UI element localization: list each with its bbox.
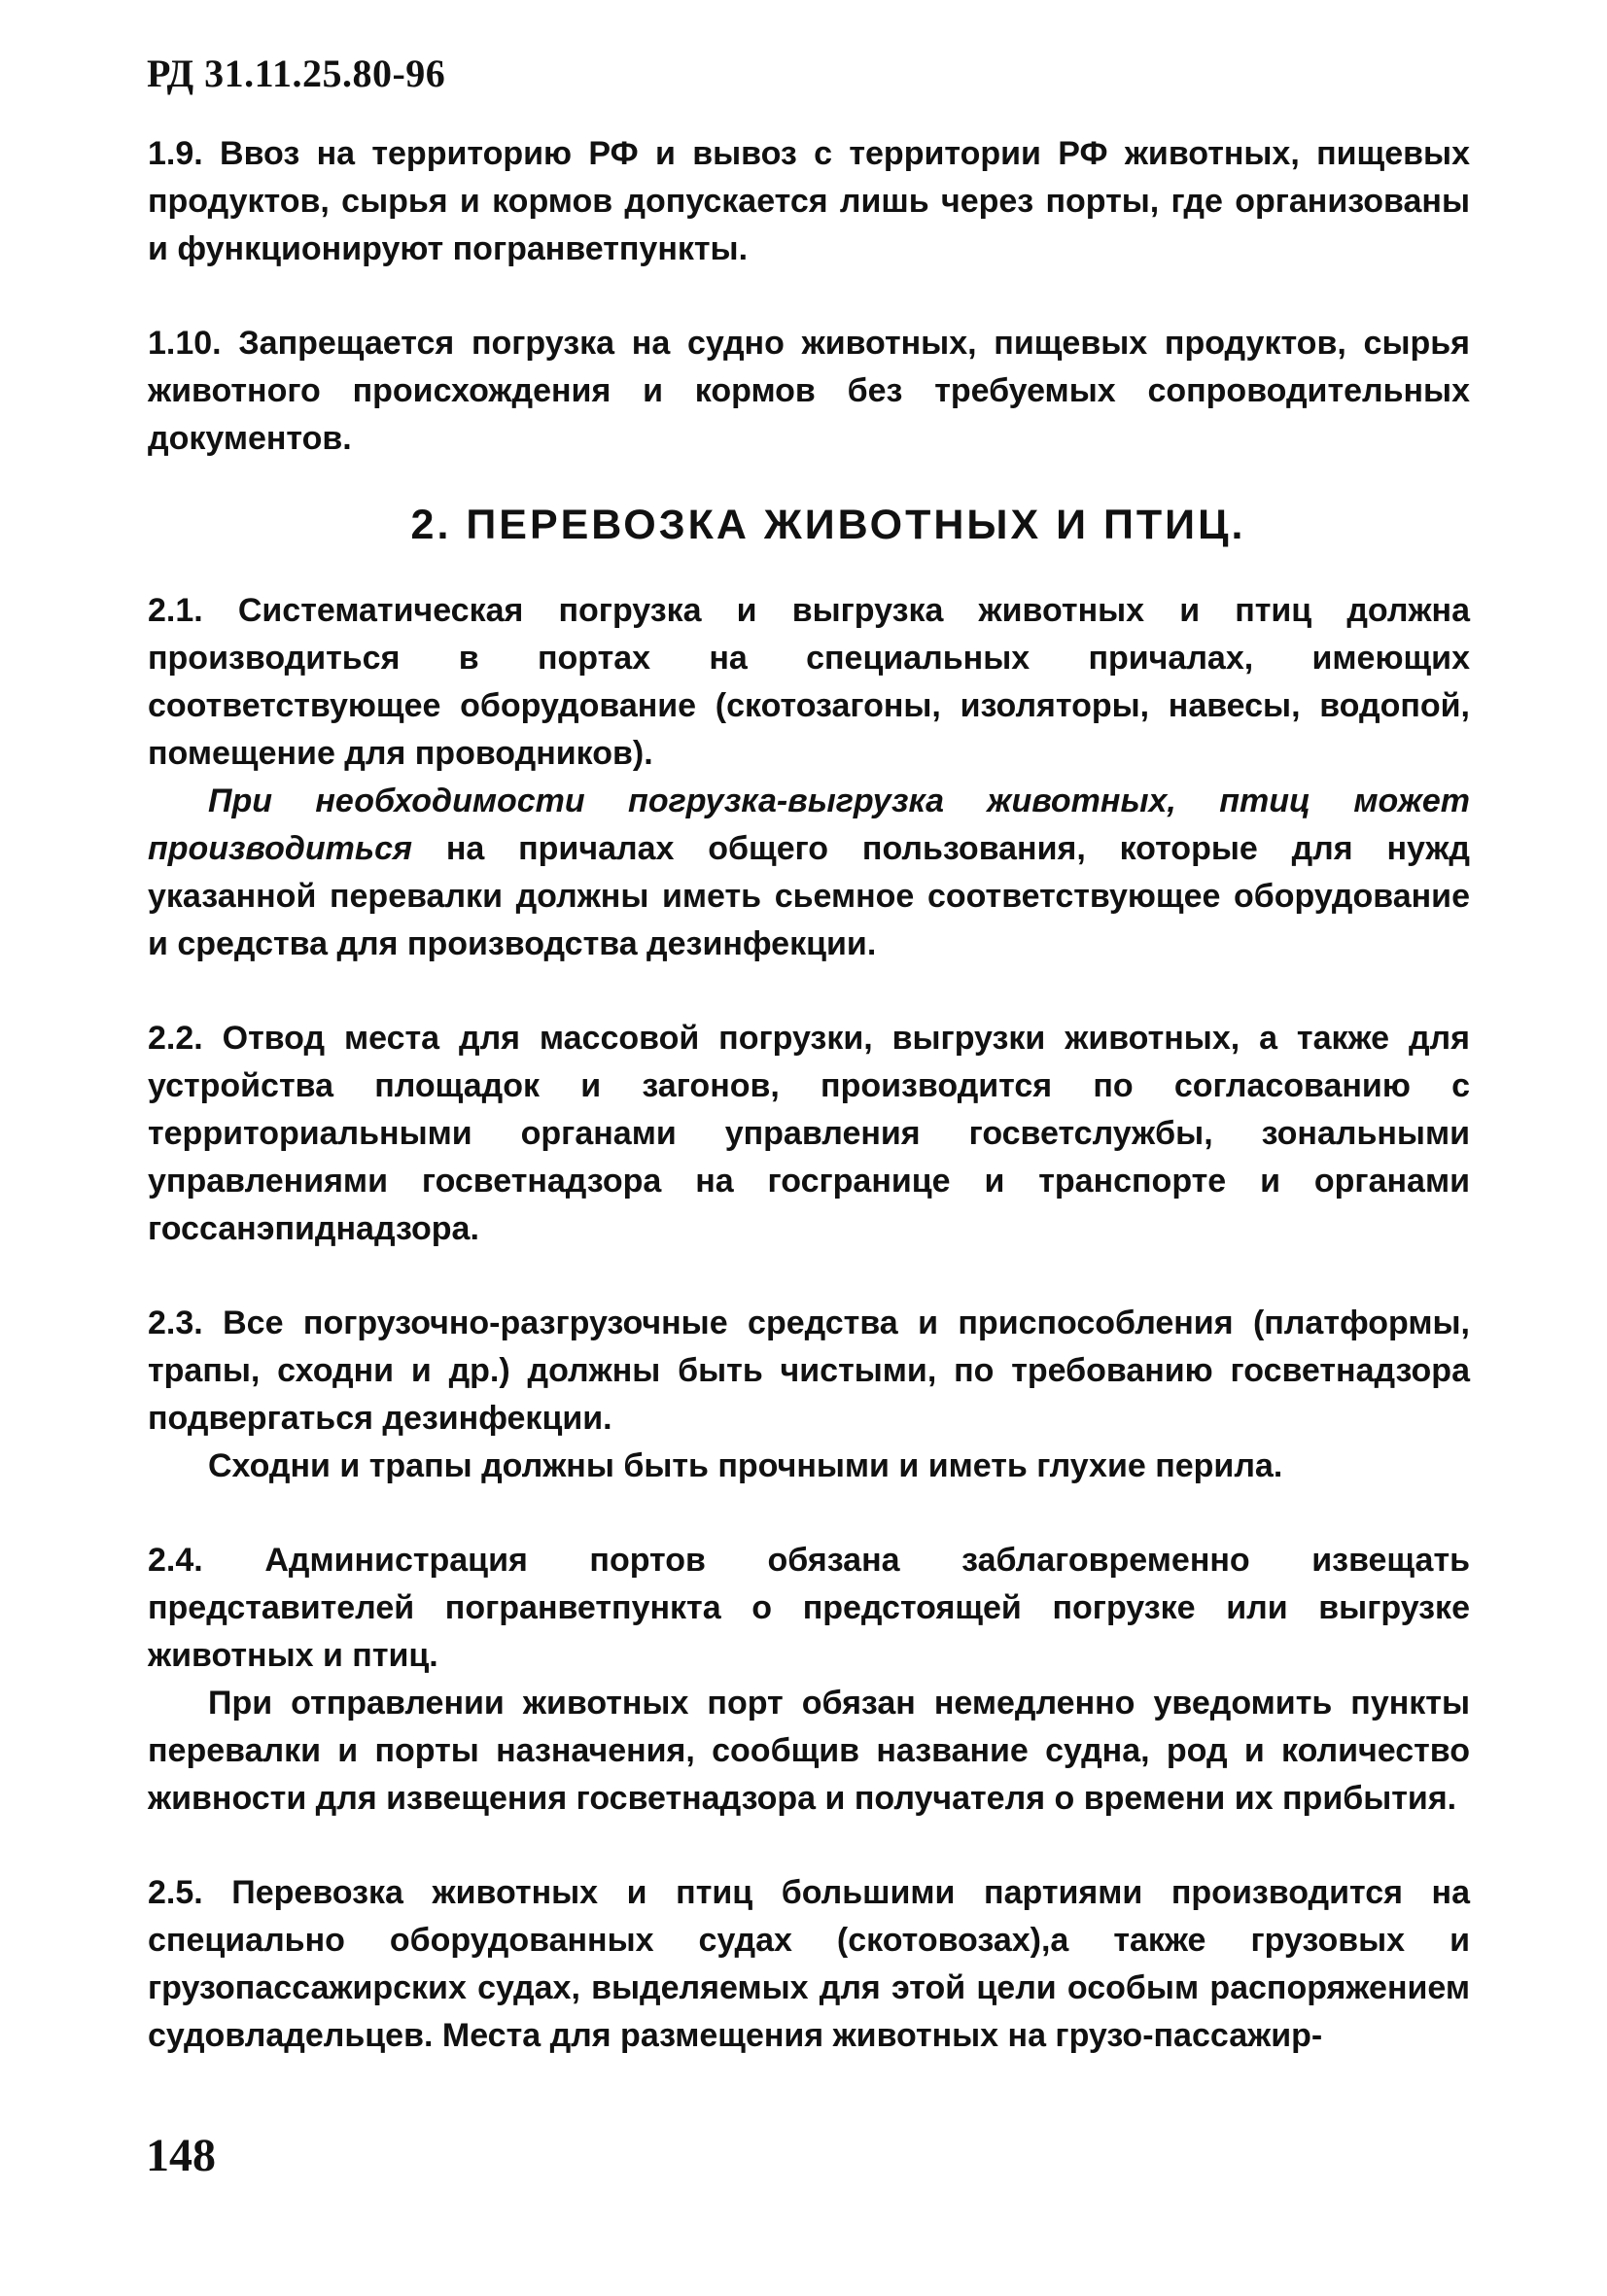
paragraph-2-4: 2.4. Администрация портов обязана заблаговременно извещать представителей погранветпункта о предстоящей погрузке или выгрузке животных и птиц. — [148, 1542, 1470, 1674]
page-number: 148 — [146, 2130, 216, 2181]
paragraph-2-1-continuation-italic: При необходимости погрузка-выгрузка животных, птиц может производиться — [148, 783, 1470, 867]
paragraph-2-3: 2.3. Все погрузочно-разгрузочные средства и приспособления (платформы, трапы, сходни и др.) должны быть чистыми, по требованию госветнадзора подвергаться дезинфекции. — [148, 1305, 1470, 1437]
paragraph-1-10: 1.10. Запрещается погрузка на судно животных, пищевых продуктов, сырья животного происхождения и кормов без требуемых сопроводительных документов. — [148, 325, 1470, 457]
section-title-2: 2. ПЕРЕВОЗКА ЖИВОТНЫХ И ПТИЦ. — [410, 502, 1246, 548]
paragraph-2-2: 2.2. Отвод места для массовой погрузки, выгрузки животных, а также для устройства площадок и загонов, производится по согласованию с территориальными органами управления госветслужбы, зональными управлениями госветнадзора на госгранице и транспорте и органами госсанэпиднадзора. — [148, 1020, 1470, 1247]
paragraph-2-1-continuation — [148, 778, 1470, 968]
paragraph-1-9: 1.9. Ввоз на территорию РФ и вывоз с территории РФ животных, пищевых продуктов, сырья и кормов допускается лишь через порты, где организованы и функционируют погранветпункты. — [148, 135, 1470, 267]
paragraph-2-4-continuation: При отправлении животных порт обязан немедленно уведомить пункты перевалки и порты назначения, сообщив название судна, род и количество живности для извещения госветнадзора и получателя о времени их прибытия. — [148, 1685, 1470, 1817]
paragraph-2-5: 2.5. Перевозка животных и птиц большими партиями производится на специально оборудованных судах (скотовозах),а также грузовых и грузопассажирских судах, выделяемых для этой цели особым распоряжением судовладельцев. Места для размещения животных на грузо-пассажир- — [148, 1874, 1470, 2054]
document-body — [148, 130, 1470, 2060]
document-code-header: РД 31.11.25.80-96 — [147, 52, 446, 95]
paragraph-2-1-continuation-rest: на причалах общего пользования, которые для нужд указанной перевалки должны иметь сьемное соответствующее оборудование и средства для производства дезинфекции. — [148, 830, 1470, 962]
paragraph-2-3-continuation: Сходни и трапы должны быть прочными и иметь глухие перила. — [208, 1447, 1283, 1484]
paragraph-2-1: 2.1. Систематическая погрузка и выгрузка животных и птиц должна производиться в портах на специальных причалах, имеющих соответствующее оборудование (скотозагоны, изоляторы, навесы, водопой, помещение для проводников). — [148, 592, 1470, 772]
